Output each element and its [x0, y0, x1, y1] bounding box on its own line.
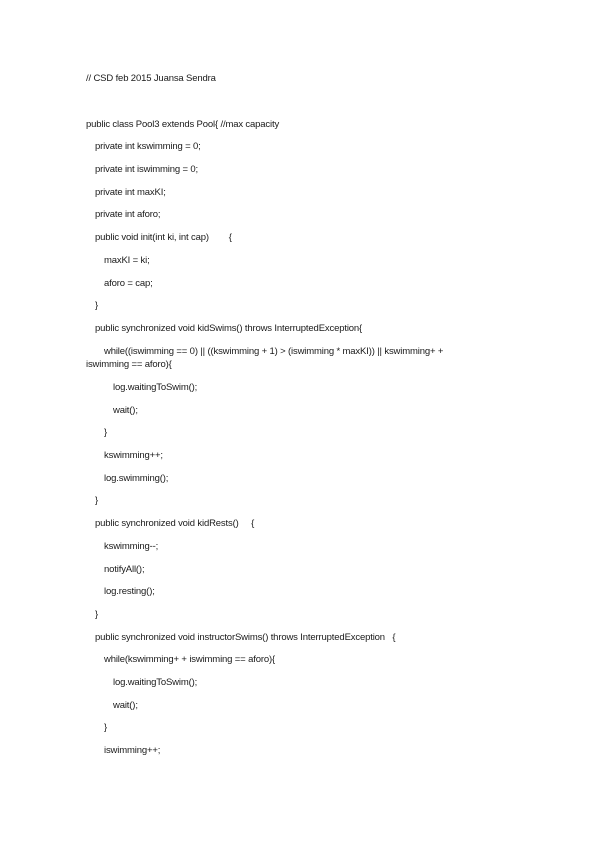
closing-brace: }: [95, 300, 99, 311]
closing-brace: }: [95, 495, 99, 506]
code-line: aforo = cap;: [104, 278, 153, 289]
field-maxki: private int maxKI;: [95, 187, 166, 198]
code-line: iswimming++;: [104, 745, 161, 756]
method-init: public void init(int ki, int cap) {: [95, 232, 232, 243]
method-kidswims: public synchronized void kidSwims() throws InterruptedException{: [95, 323, 363, 334]
method-kidrests: public synchronized void kidRests() {: [95, 518, 255, 529]
closing-brace: }: [104, 427, 108, 438]
closing-brace: }: [104, 722, 108, 733]
class-declaration: public class Pool3 extends Pool{ //max capacity: [86, 119, 280, 130]
while-condition: while((iswimming == 0) || ((kswimming + 1) > (iswimming * maxKI)) || kswimming+ +: [104, 346, 444, 357]
while-condition-continued: iswimming == aforo){: [86, 359, 172, 370]
field-aforo: private int aforo;: [95, 209, 161, 220]
code-line: wait();: [113, 700, 138, 711]
code-line: kswimming--;: [104, 541, 159, 552]
while-condition: while(kswimming+ + iswimming == aforo){: [104, 654, 276, 665]
method-instructorswims: public synchronized void instructorSwims() throws InterruptedException {: [95, 632, 396, 643]
code-line: notifyAll();: [104, 564, 145, 575]
code-line: log.resting();: [104, 586, 155, 597]
field-kswimming: private int kswimming = 0;: [95, 141, 201, 152]
code-line: log.waitingToSwim();: [113, 677, 198, 688]
comment-header: // CSD feb 2015 Juansa Sendra: [86, 73, 216, 84]
code-line: wait();: [113, 405, 138, 416]
code-line: log.waitingToSwim();: [113, 382, 198, 393]
closing-brace: }: [95, 609, 99, 620]
code-line: log.swimming();: [104, 473, 169, 484]
field-iswimming: private int iswimming = 0;: [95, 164, 199, 175]
code-line: maxKI = ki;: [104, 255, 150, 266]
code-line: kswimming++;: [104, 450, 163, 461]
